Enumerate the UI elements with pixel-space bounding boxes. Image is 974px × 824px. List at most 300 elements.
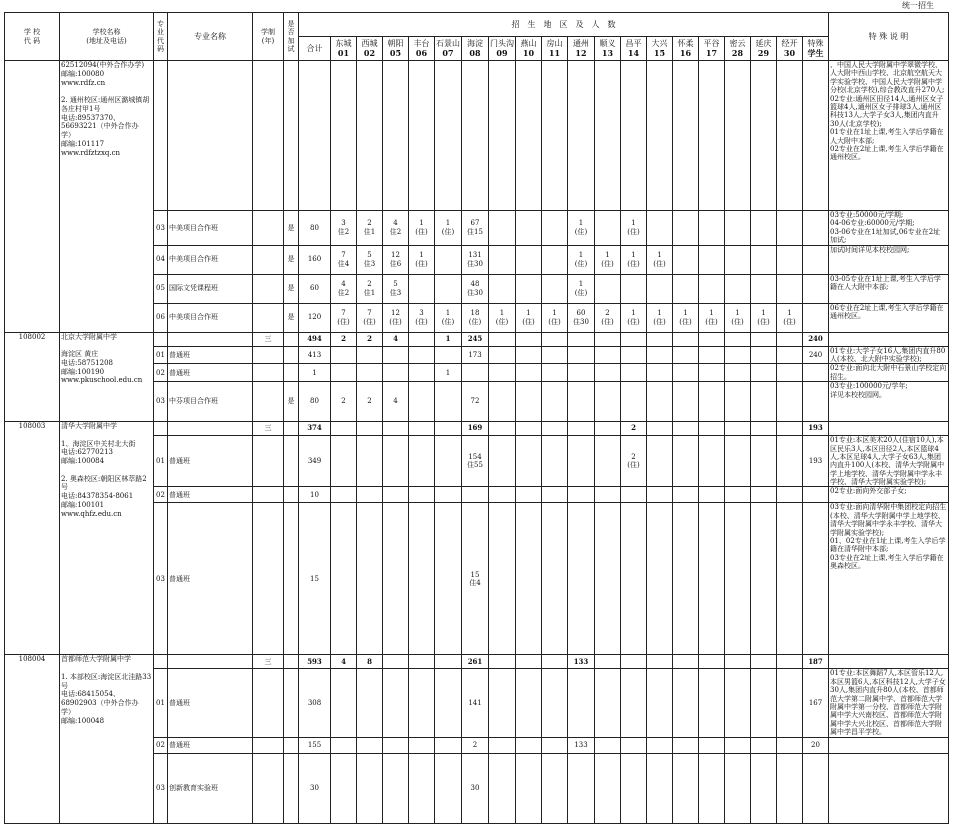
quota-cell <box>516 503 542 655</box>
quota-cell: 1 (住) <box>725 303 751 332</box>
special-note: 01专业:大学子女16人,集团内直升80人(本校、北大附中实验学校); <box>829 346 949 364</box>
quota-cell <box>516 382 542 422</box>
quota-cell <box>673 487 699 503</box>
quota-cell <box>489 503 516 655</box>
district-code: 07 <box>442 47 454 58</box>
quota-cell <box>595 422 621 436</box>
quota-cell <box>777 332 803 346</box>
quota-cell: 8 <box>357 655 383 669</box>
quota-cell <box>331 364 357 382</box>
quota-cell <box>647 332 673 346</box>
quota-cell: 261 <box>462 655 489 669</box>
district-code: 28 <box>731 47 744 58</box>
quota-cell <box>751 382 777 422</box>
quota-cell <box>595 274 621 303</box>
quota-cell: 2 住1 <box>357 211 383 246</box>
major-name: 中美项目合作班 <box>168 211 253 246</box>
quota-cell <box>647 436 673 487</box>
quota-cell <box>409 503 435 655</box>
special-note: 01专业:本区美术20人(住宿10人),本区民乐3人,本区田径2人,本区篮球4人,本区足球4人,大学子女63人,集团内直升100人(本校、清华大学附属中学上地学校、清华大学附属中学永丰学校、清华大学附属实验学校); <box>829 436 949 487</box>
quota-cell: 593 <box>299 655 331 669</box>
header-district <box>462 37 489 61</box>
major-name: 创新教育实验班 <box>168 753 253 823</box>
quota-cell <box>516 422 542 436</box>
quota-cell <box>725 436 751 487</box>
quota-cell: 141 <box>462 669 489 737</box>
quota-cell <box>673 382 699 422</box>
district-code: 08 <box>469 47 481 58</box>
quota-cell <box>331 503 357 655</box>
quota-cell <box>357 753 383 823</box>
header-district <box>383 37 409 61</box>
quota-cell: 193 <box>803 436 829 487</box>
quota-cell <box>331 346 357 364</box>
quota-cell <box>621 753 647 823</box>
extra-test <box>284 346 299 364</box>
quota-cell <box>725 382 751 422</box>
district-name: 西城 <box>361 38 378 48</box>
quota-cell <box>673 274 699 303</box>
major-code: 01 <box>154 346 168 364</box>
quota-cell <box>647 503 673 655</box>
major-code: 06 <box>154 303 168 332</box>
quota-cell <box>409 669 435 737</box>
quota-cell: 4 <box>331 655 357 669</box>
school-code: 108002 <box>5 332 60 422</box>
district-name: 丰台 <box>413 38 430 48</box>
major-name <box>168 332 253 346</box>
district-code: 02 <box>363 47 376 58</box>
quota-cell <box>647 422 673 436</box>
quota-cell <box>409 753 435 823</box>
district-name: 昌平 <box>625 38 642 48</box>
duration <box>253 382 284 422</box>
quota-cell: 2 <box>331 332 357 346</box>
quota-cell <box>621 382 647 422</box>
quota-cell <box>751 364 777 382</box>
quota-cell <box>542 737 568 753</box>
quota-cell <box>699 655 725 669</box>
quota-cell <box>568 332 595 346</box>
quota-cell: 12 (住) <box>383 303 409 332</box>
district-code: 10 <box>522 47 535 58</box>
quota-cell <box>725 487 751 503</box>
district-code: 16 <box>679 47 692 58</box>
quota-cell <box>409 332 435 346</box>
duration <box>253 245 284 274</box>
header-district <box>409 37 435 61</box>
quota-cell <box>542 245 568 274</box>
quota-cell <box>542 364 568 382</box>
quota-cell: 1 (住) <box>673 303 699 332</box>
quota-cell <box>489 436 516 487</box>
header-district <box>435 37 462 61</box>
quota-cell <box>489 382 516 422</box>
quota-cell <box>725 669 751 737</box>
quota-cell: 15 住4 <box>462 503 489 655</box>
quota-cell <box>647 655 673 669</box>
quota-cell: 155 <box>299 737 331 753</box>
extra-test <box>284 503 299 655</box>
quota-cell <box>647 61 673 211</box>
quota-cell <box>699 422 725 436</box>
duration: 三 <box>253 332 284 346</box>
quota-cell: 1 <box>435 332 462 346</box>
quota-cell <box>542 346 568 364</box>
district-name: 顺义 <box>599 38 616 48</box>
quota-cell <box>409 364 435 382</box>
quota-cell <box>568 382 595 422</box>
special-note <box>829 422 949 436</box>
quota-cell <box>357 364 383 382</box>
header-school-name: 学校名称 (地址及电话) <box>60 13 154 61</box>
quota-cell <box>595 332 621 346</box>
quota-cell <box>516 346 542 364</box>
quota-cell: 1 (住) <box>621 245 647 274</box>
quota-cell <box>435 436 462 487</box>
quota-cell: 1 <box>435 364 462 382</box>
quota-cell <box>621 487 647 503</box>
quota-cell <box>383 737 409 753</box>
quota-cell <box>435 274 462 303</box>
major-name: 国际文凭课程班 <box>168 274 253 303</box>
quota-cell <box>568 669 595 737</box>
quota-cell <box>803 487 829 503</box>
quota-cell <box>595 436 621 487</box>
quota-cell: 1 (住) <box>621 211 647 246</box>
quota-cell <box>751 274 777 303</box>
district-name: 燕山 <box>520 38 537 48</box>
quota-cell <box>777 503 803 655</box>
quota-cell <box>568 422 595 436</box>
major-code: 03 <box>154 503 168 655</box>
quota-cell <box>409 61 435 211</box>
quota-cell <box>673 245 699 274</box>
quota-cell <box>751 737 777 753</box>
quota-cell <box>489 211 516 246</box>
header-district <box>777 37 803 61</box>
quota-cell <box>435 245 462 274</box>
extra-test: 是 <box>284 245 299 274</box>
quota-cell <box>568 436 595 487</box>
duration <box>253 436 284 487</box>
quota-cell <box>331 422 357 436</box>
corner-label: 统一招生 <box>902 1 934 10</box>
quota-cell <box>516 364 542 382</box>
district-code: 13 <box>601 47 614 58</box>
quota-cell <box>699 436 725 487</box>
quota-cell <box>489 655 516 669</box>
quota-cell <box>751 487 777 503</box>
quota-cell: 2 (住) <box>595 303 621 332</box>
quota-cell <box>647 669 673 737</box>
header-major-name: 专业名称 <box>168 13 253 61</box>
quota-cell <box>489 274 516 303</box>
major-code: 03 <box>154 211 168 246</box>
district-name: 房山 <box>546 38 563 48</box>
quota-cell <box>777 669 803 737</box>
major-name: 中美项目合作班 <box>168 303 253 332</box>
quota-cell: 1 (住) <box>621 303 647 332</box>
quota-cell: 3 (住) <box>409 303 435 332</box>
major-name: 中芬项目合作班 <box>168 382 253 422</box>
special-note: 02专业:面向外交部子女; <box>829 487 949 503</box>
duration <box>253 211 284 246</box>
quota-cell <box>673 61 699 211</box>
quota-cell <box>462 487 489 503</box>
quota-cell <box>542 436 568 487</box>
quota-cell <box>409 737 435 753</box>
quota-cell <box>568 753 595 823</box>
extra-test <box>284 737 299 753</box>
quota-cell <box>751 61 777 211</box>
quota-cell: 374 <box>299 422 331 436</box>
quota-cell <box>803 364 829 382</box>
quota-cell <box>777 436 803 487</box>
header-extra-test: 是否加试 <box>284 13 299 61</box>
quota-cell <box>803 61 829 211</box>
duration <box>253 303 284 332</box>
quota-cell <box>357 737 383 753</box>
quota-cell <box>673 332 699 346</box>
duration <box>253 346 284 364</box>
quota-cell: 1 <box>299 364 331 382</box>
duration: 三 <box>253 655 284 669</box>
quota-cell <box>673 436 699 487</box>
quota-cell: 1 (住) <box>489 303 516 332</box>
major-code: 02 <box>154 737 168 753</box>
quota-cell: 193 <box>803 422 829 436</box>
quota-cell <box>673 503 699 655</box>
quota-cell <box>409 436 435 487</box>
district-code: 01 <box>337 47 350 58</box>
district-code: 29 <box>757 47 770 58</box>
quota-cell: 80 <box>299 211 331 246</box>
quota-cell: 4 <box>383 332 409 346</box>
quota-cell <box>751 753 777 823</box>
quota-cell <box>383 436 409 487</box>
quota-cell <box>777 382 803 422</box>
quota-cell <box>383 61 409 211</box>
quota-cell: 167 <box>803 669 829 737</box>
extra-test <box>284 753 299 823</box>
quota-cell: 20 <box>803 737 829 753</box>
duration <box>253 753 284 823</box>
quota-cell: 120 <box>299 303 331 332</box>
quota-cell <box>568 364 595 382</box>
district-code: 11 <box>548 47 561 58</box>
quota-cell <box>568 61 595 211</box>
quota-cell: 4 住2 <box>383 211 409 246</box>
major-name: 普通班 <box>168 503 253 655</box>
quota-cell <box>435 753 462 823</box>
header-district <box>568 37 595 61</box>
major-code <box>154 61 168 211</box>
quota-cell <box>542 753 568 823</box>
quota-cell <box>435 346 462 364</box>
quota-cell <box>725 61 751 211</box>
duration <box>253 487 284 503</box>
quota-cell <box>331 61 357 211</box>
quota-cell <box>383 422 409 436</box>
quota-cell <box>383 655 409 669</box>
school-summary-row <box>5 655 949 669</box>
quota-cell: 308 <box>299 669 331 737</box>
quota-cell <box>673 364 699 382</box>
quota-cell <box>595 753 621 823</box>
quota-cell <box>725 346 751 364</box>
quota-cell <box>699 346 725 364</box>
quota-cell <box>357 436 383 487</box>
extra-test: 是 <box>284 211 299 246</box>
quota-cell: 4 住2 <box>331 274 357 303</box>
extra-test <box>284 669 299 737</box>
quota-cell <box>331 436 357 487</box>
quota-cell <box>699 382 725 422</box>
special-note: 03专业:100000元/学年; 详见本校校园网。 <box>829 382 949 422</box>
quota-cell <box>725 422 751 436</box>
quota-cell <box>435 382 462 422</box>
special-note <box>829 753 949 823</box>
extra-test: 是 <box>284 303 299 332</box>
extra-test <box>284 332 299 346</box>
district-name: 经开 <box>781 38 798 48</box>
quota-cell <box>595 364 621 382</box>
special-note: 06专业在2址上课,考生入学后学籍在通州校区。 <box>829 303 949 332</box>
quota-cell <box>383 364 409 382</box>
major-name <box>168 422 253 436</box>
special-note <box>829 655 949 669</box>
quota-cell <box>595 655 621 669</box>
quota-cell: 1 (住) <box>647 303 673 332</box>
quota-cell: 1 (住) <box>568 245 595 274</box>
quota-cell: 133 <box>568 655 595 669</box>
quota-cell <box>595 737 621 753</box>
quota-cell <box>595 382 621 422</box>
quota-cell: 160 <box>299 245 331 274</box>
quota-cell <box>673 655 699 669</box>
district-code: 学生 <box>807 47 824 58</box>
extra-test <box>284 655 299 669</box>
quota-cell <box>803 211 829 246</box>
header-district <box>803 37 829 61</box>
quota-cell <box>777 753 803 823</box>
district-name: 合计 <box>306 43 323 53</box>
major-name: 普通班 <box>168 436 253 487</box>
header-region-title: 招 生 地 区 及 人 数 <box>299 13 829 37</box>
quota-cell <box>777 274 803 303</box>
quota-cell: 1 (住) <box>409 211 435 246</box>
quota-cell <box>699 211 725 246</box>
district-name: 通州 <box>573 38 589 48</box>
quota-cell <box>383 487 409 503</box>
duration <box>253 61 284 211</box>
quota-cell: 245 <box>462 332 489 346</box>
quota-cell <box>777 487 803 503</box>
header-district <box>299 37 331 61</box>
header-district <box>331 37 357 61</box>
quota-cell: 15 <box>299 503 331 655</box>
major-code: 03 <box>154 382 168 422</box>
quota-cell <box>435 669 462 737</box>
district-code: 06 <box>415 47 428 58</box>
school-info: 首都师范大学附属中学 1. 本部校区:海淀区北洼路33号 电话:68415054、68902903（中外合作办学） 邮编:100048 <box>60 655 154 823</box>
quota-cell <box>542 61 568 211</box>
quota-cell: 2 <box>331 382 357 422</box>
header-district <box>621 37 647 61</box>
quota-cell <box>383 346 409 364</box>
quota-cell <box>357 422 383 436</box>
quota-cell <box>568 346 595 364</box>
quota-cell <box>777 346 803 364</box>
quota-cell <box>595 346 621 364</box>
district-name: 朝阳 <box>387 38 404 48</box>
school-code: 108004 <box>5 655 60 823</box>
quota-cell <box>516 655 542 669</box>
quota-cell: 30 <box>299 753 331 823</box>
quota-cell <box>803 303 829 332</box>
quota-cell <box>331 753 357 823</box>
quota-cell <box>542 274 568 303</box>
quota-cell <box>595 669 621 737</box>
quota-cell: 1 (住) <box>568 211 595 246</box>
quota-cell <box>516 274 542 303</box>
district-code: 30 <box>783 47 796 58</box>
quota-cell <box>751 503 777 655</box>
quota-cell: 1 (住) <box>409 245 435 274</box>
quota-cell <box>542 669 568 737</box>
quota-cell <box>595 211 621 246</box>
quota-cell: 413 <box>299 346 331 364</box>
quota-cell <box>751 422 777 436</box>
quota-cell <box>542 655 568 669</box>
major-name: 中美项目合作班 <box>168 245 253 274</box>
extra-test <box>284 364 299 382</box>
quota-cell: 60 住30 <box>568 303 595 332</box>
quota-cell <box>383 669 409 737</box>
major-name <box>168 61 253 211</box>
district-name: 延庆 <box>755 38 772 48</box>
quota-cell: 2 <box>357 332 383 346</box>
quota-cell: 1 (住) <box>595 245 621 274</box>
quota-cell <box>435 422 462 436</box>
school-info: 清华大学附属中学 1、海淀区中关村北大街 电话:62770213 邮编:100084 2. 奥森校区:朝阳区林萃路2号 电话:84378354-8061 邮编:100101 www.qhfz.edu.cn <box>60 422 154 655</box>
quota-cell <box>621 503 647 655</box>
quota-cell <box>621 346 647 364</box>
quota-cell: 2 <box>357 382 383 422</box>
district-code: 17 <box>705 47 718 58</box>
quota-cell: 2 <box>621 422 647 436</box>
major-code <box>154 332 168 346</box>
quota-cell <box>542 503 568 655</box>
quota-cell <box>725 211 751 246</box>
quota-cell <box>489 61 516 211</box>
quota-cell <box>409 422 435 436</box>
quota-cell <box>751 669 777 737</box>
school-code <box>5 61 60 333</box>
quota-cell <box>647 364 673 382</box>
major-name: 普通班 <box>168 737 253 753</box>
quota-cell <box>699 245 725 274</box>
major-name <box>168 655 253 669</box>
quota-cell: 30 <box>462 753 489 823</box>
quota-cell <box>435 503 462 655</box>
major-code <box>154 655 168 669</box>
district-name: 怀柔 <box>677 38 694 48</box>
quota-cell <box>699 669 725 737</box>
quota-cell <box>699 274 725 303</box>
quota-cell: 173 <box>462 346 489 364</box>
